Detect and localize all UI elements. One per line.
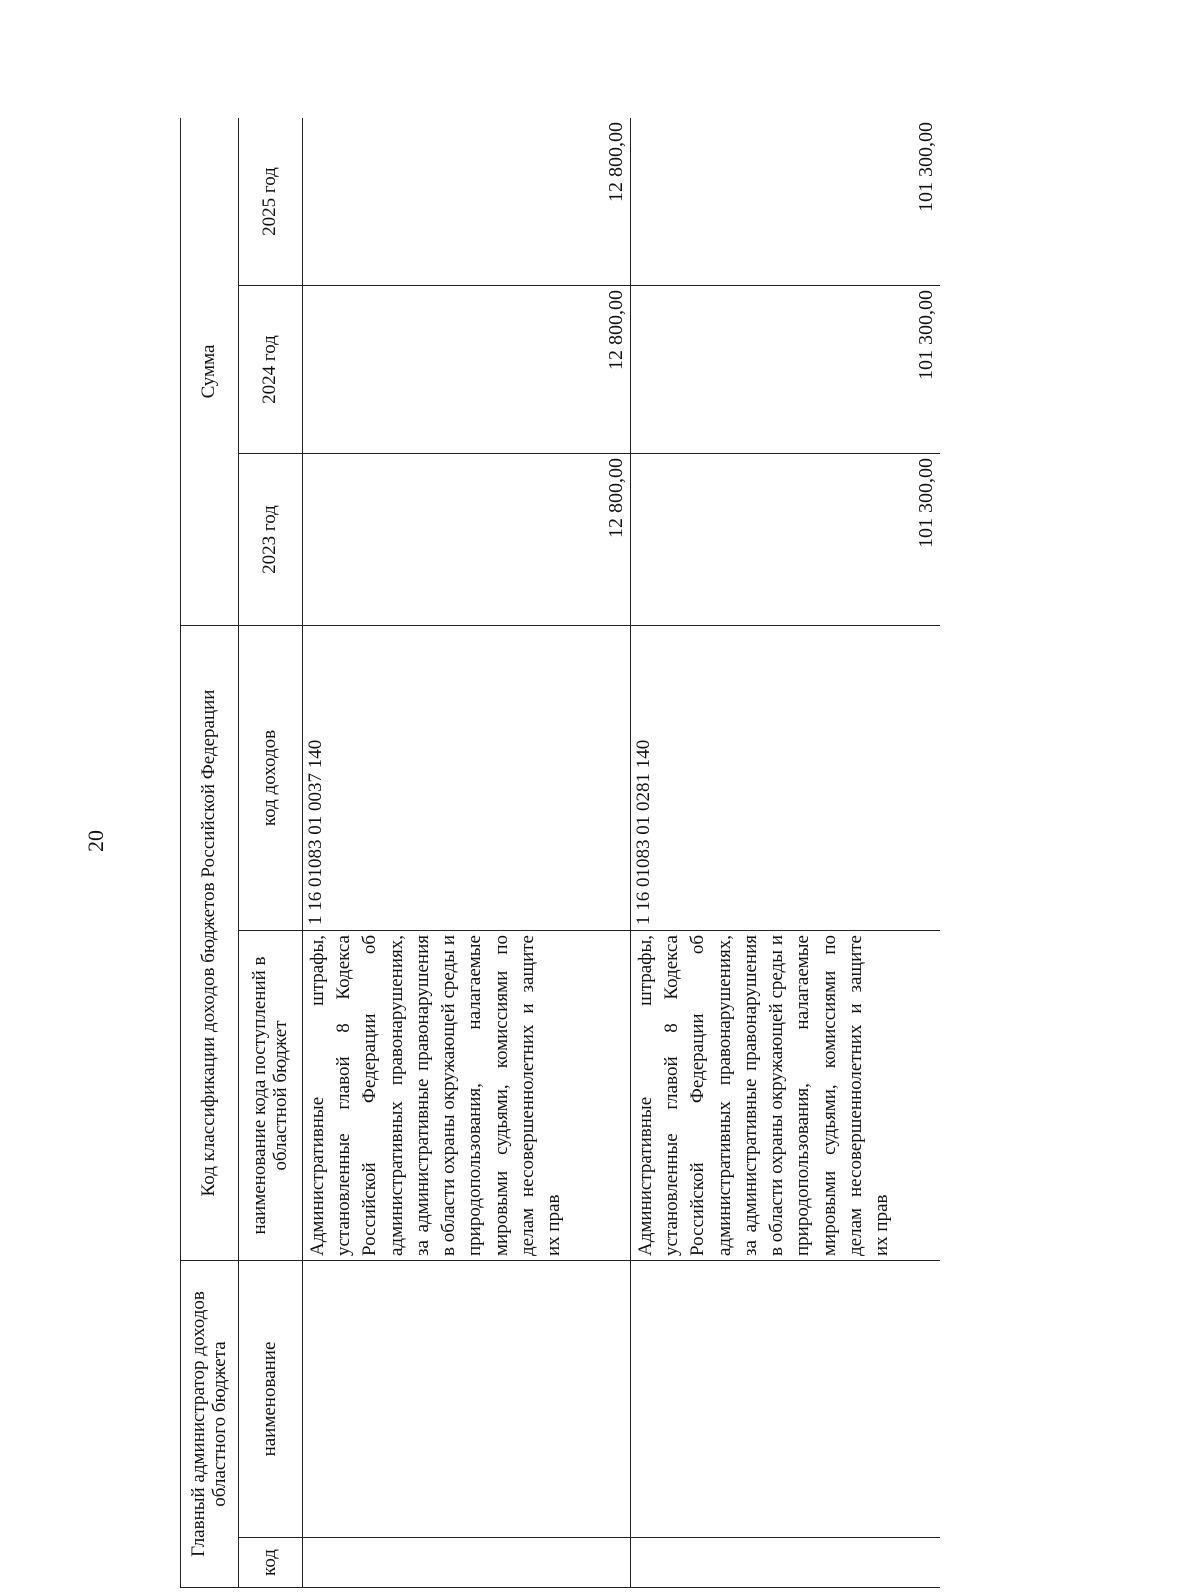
rotated-page-area (180, 118, 940, 1588)
row-revenue-code: 1 16 01083 01 0281 140 (631, 626, 941, 931)
row-sum-2023: 101 300,00 (631, 454, 941, 626)
header-row-columns (239, 118, 303, 1588)
header-2025: 2025 год (239, 118, 303, 286)
row-name-cell (303, 1261, 631, 1538)
row-name-cell (631, 1261, 941, 1538)
page-number: 20 (83, 830, 108, 852)
row-code-cell (303, 1538, 631, 1588)
header-sum-group: Сумма (181, 118, 239, 626)
header-code: код (239, 1538, 303, 1588)
row-sum-2025: 12 800,00 (303, 118, 631, 286)
row-revenue-code: 1 16 01083 01 0037 140 (303, 626, 631, 931)
row-code-cell (631, 1538, 941, 1588)
row-sum-2023: 12 800,00 (303, 454, 631, 626)
row-sum-2024: 12 800,00 (303, 286, 631, 454)
header-2024: 2024 год (239, 286, 303, 454)
header-row-groups (181, 118, 239, 1588)
table-row (631, 118, 941, 1588)
header-admin-group: Главный администратор доходов областного бюджета (181, 1261, 239, 1588)
revenue-table (180, 118, 940, 1588)
header-2023: 2023 год (239, 454, 303, 626)
header-name: наименование (239, 1261, 303, 1538)
row-sum-2025: 101 300,00 (631, 118, 941, 286)
row-revenue-name: Административные штрафы, установленные главой 8 Кодекса Российской Федерации об административных правонарушениях, за административные правонарушения в области охраны окружающей среды и природопользования, налагаемые мировыми судьями, комиссиями по делам несовершеннолетних и защите их прав (631, 931, 941, 1261)
rotated-table-container (180, 118, 940, 1588)
table-row (303, 118, 631, 1588)
header-revenue-code: код доходов (239, 626, 303, 931)
header-classification-group: Код классификации доходов бюджетов Российской Федерации (181, 626, 239, 1261)
header-revenue-name: наименование кода поступлений в областной бюджет (239, 931, 303, 1261)
row-sum-2024: 101 300,00 (631, 286, 941, 454)
row-revenue-name: Административные штрафы, установленные главой 8 Кодекса Российской Федерации об административных правонарушениях, за административные правонарушения в области охраны окружающей среды и природопользования, налагаемые мировыми судьями, комиссиями по делам несовершеннолетних и защите их прав (303, 931, 631, 1261)
